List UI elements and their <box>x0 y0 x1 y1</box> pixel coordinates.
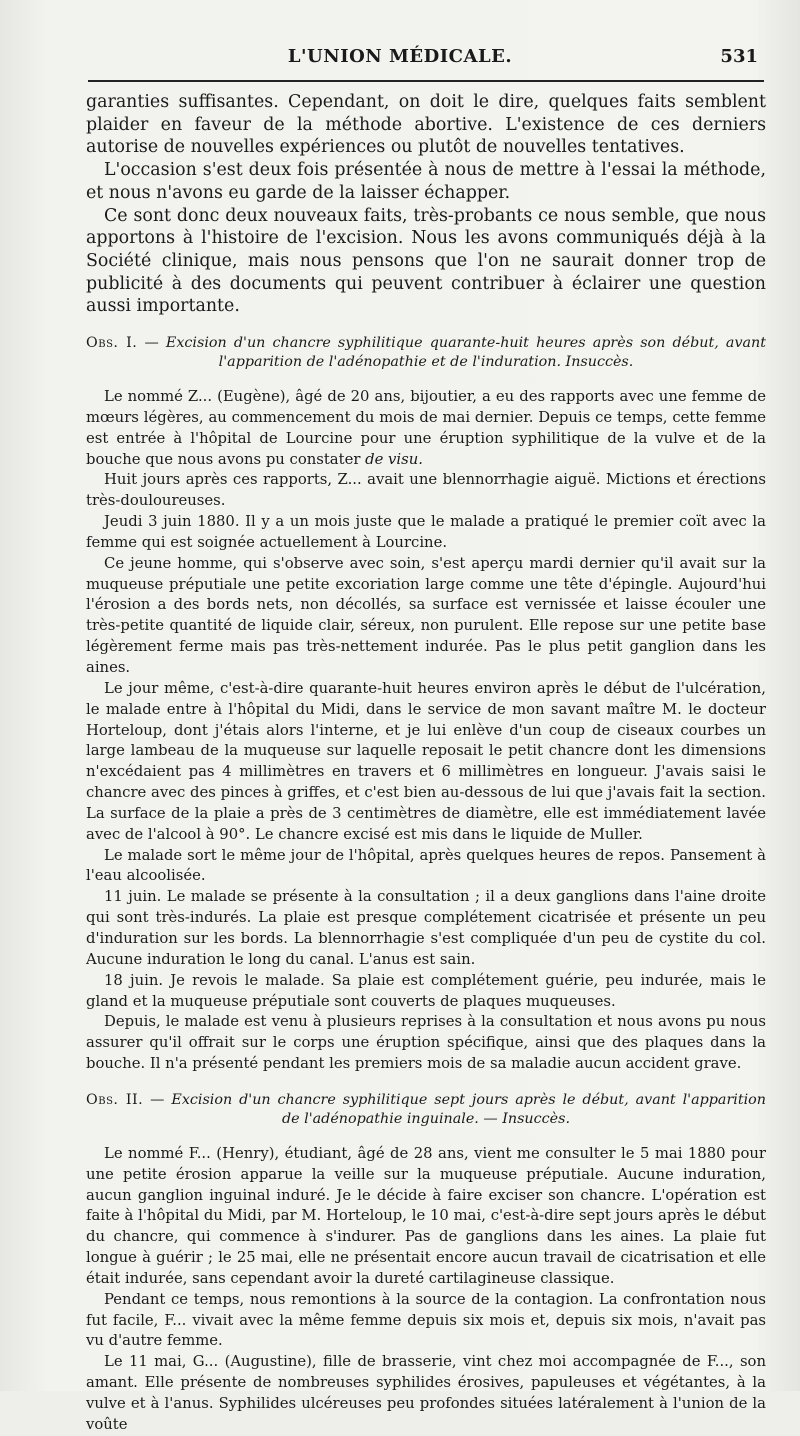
heading-dash: — <box>137 335 166 352</box>
paragraph: L'occasion s'est deux fois présentée à nous de mettre à l'essai la méthode, et nous n'avons eu garde de la laisser échapper. <box>86 160 766 203</box>
running-title: L'UNION MÉDICALE. <box>287 46 513 67</box>
paragraph: Ce sont donc deux nouveaux faits, très-probants ce nous semble, que nous apportons à l'histoire de l'excision. Nous les avons communiqués déjà à la Société clinique, mais nous pensons que l'on ne saurait donner trop de publicité à des documents qui peuvent contribuer à éclairer une question aussi importante. <box>86 205 766 317</box>
observation-1-heading <box>86 334 766 372</box>
observation-title: Excision d'un chancre syphilitique quarante-huit heures après son début, avant <box>165 335 767 352</box>
page-body <box>86 91 766 1436</box>
page-header <box>0 40 800 80</box>
observation-paragraph: Huit jours après ces rapports, Z... avait une blennorrhagie aiguë. Mictions et érections très-douloureuses. <box>86 471 766 510</box>
observation-label: Obs. I. <box>86 335 138 352</box>
observation-paragraph: Pendant ce temps, nous remontions à la source de la contagion. La confrontation nous fut facile, F... vivait avec la même femme depuis six mois et, depuis six mois, n'avait pas vu d'autre femme. <box>86 1290 766 1350</box>
observation-paragraph: Le nommé F... (Henry), étudiant, âgé de 28 ans, vient me consulter le 5 mai 1880 pour une petite érosion apparue la veille sur la muqueuse préputiale. Aucune induration, aucun ganglion inguinal induré. Je le décide à faire exciser son chancre. L'opération est faite à l'hôpital du Midi, par M. Horteloup, le 10 mai, c'est-à-dire sept jours après le début du chancre, qui commence à s'indurer. Pas de ganglions dans les aines. La plaie fut longue à guérir ; le 25 mai, elle ne présentait encore aucun travail de cicatrisation et elle était indurée, sans cependant avoir la dureté cartilagineuse classique. <box>86 1144 766 1287</box>
paragraph: garanties suffisantes. Cependant, on doit le dire, quelques faits semblent plaider en faveur de la méthode abortive. L'existence de ces derniers autorise de nouvelles expériences ou plutôt de nouvelles tentatives. <box>86 92 766 158</box>
heading-dash: — <box>143 1091 172 1108</box>
page-number: 531 <box>720 46 758 67</box>
observation-paragraph: Le malade sort le même jour de l'hôpital, après quelques heures de repos. Pansement à l'eau alcoolisée. <box>86 846 766 885</box>
observation-title: Excision d'un chancre syphilitique sept jours après le début, avant l'apparition <box>171 1091 766 1108</box>
observation-paragraph: Ce jeune homme, qui s'observe avec soin, s'est aperçu mardi dernier qu'il avait sur la muqueuse préputiale une petite excoriation large comme une tête d'épingle. Aujourd'hui l'érosion a des bords nets, non décollés, sa surface est vernissée et laisse écouler une très-petite quantité de liquide clair, séreux, non purulent. Elle repose sur une petite base légèrement ferme mais pas très-nettement indurée. Pas le plus petit ganglion dans les aines. <box>86 554 766 676</box>
header-rule <box>88 80 764 82</box>
observation-italic: de visu. <box>365 450 423 468</box>
observation-title-cont: de l'adénopathie inguinale. — Insuccès. <box>282 1110 570 1127</box>
observation-paragraph: 11 juin. Le malade se présente à la consultation ; il a deux ganglions dans l'aine droite qui sont très-indurés. La plaie est presque complétement cicatrisée et présente un peu d'induration sur les bords. La blennorrhagie s'est compliquée d'un peu de cystite du col. Aucune induration le long du canal. L'anus est sain. <box>86 888 766 968</box>
observation-paragraph: Jeudi 3 juin 1880. Il y a un mois juste que le malade a pratiqué le premier coït avec la femme qui est soignée actuellement à Lourcine. <box>86 513 766 551</box>
observation-2-heading <box>86 1091 766 1129</box>
observation-paragraph: Depuis, le malade est venu à plusieurs reprises à la consultation et nous avons pu nous assurer qu'il offrait sur le corps une éruption spécifique, ainsi que des plaques dans la bouche. Il n'a présenté pendant les premiers mois de sa maladie aucun accident grave. <box>86 1013 766 1073</box>
observation-paragraph: 18 juin. Je revois le malade. Sa plaie est complétement guérie, peu indurée, mais le gland et la muqueuse préputiale sont couverts de plaques muqueuses. <box>86 971 766 1010</box>
observation-text: Le nommé Z... (Eugène), âgé de 20 ans, bijoutier, a eu des rapports avec une femme de mœurs légères, au commencement du mois de mai dernier. Depuis ce temps, cette femme est entrée à l'hôpital de Lourcine pour une éruption syphilitique de la vulve et de la bouche que nous avons pu constater <box>86 388 766 468</box>
observation-paragraph <box>86 387 766 470</box>
observation-paragraph: Le 11 mai, G... (Augustine), fille de brasserie, vint chez moi accompagnée de F..., son amant. Elle présente de nombreuses syphilides érosives, papuleuses et végétantes, à la vulve et à l'anus. Syphilides ulcéreuses peu profondes situées latéralement à l'union de la voûte <box>86 1353 766 1433</box>
observation-paragraph: Le jour même, c'est-à-dire quarante-huit heures environ après le début de l'ulcération, le malade entre à l'hôpital du Midi, dans le service de mon savant maître M. le docteur Horteloup, dont j'étais alors l'interne, et je lui enlève d'un coup de ciseaux courbes un large lambeau de la muqueuse sur laquelle reposait le petit chancre dont les dimensions n'excédaient pas 4 millimètres en travers et 6 millimètres en longueur. J'avais saisi le chancre avec des pinces à griffes, et c'est bien au-dessous de lui que j'avais fait la section. La surface de la plaie a près de 3 centimètres de diamètre, elle est immédiatement lavée avec de l'alcool à 90°. Le chancre excisé est mis dans le liquide de Muller. <box>86 679 766 843</box>
observation-title-cont: l'apparition de l'adénopathie et de l'induration. Insuccès. <box>218 354 634 371</box>
observation-label: Obs. II. <box>86 1091 144 1108</box>
